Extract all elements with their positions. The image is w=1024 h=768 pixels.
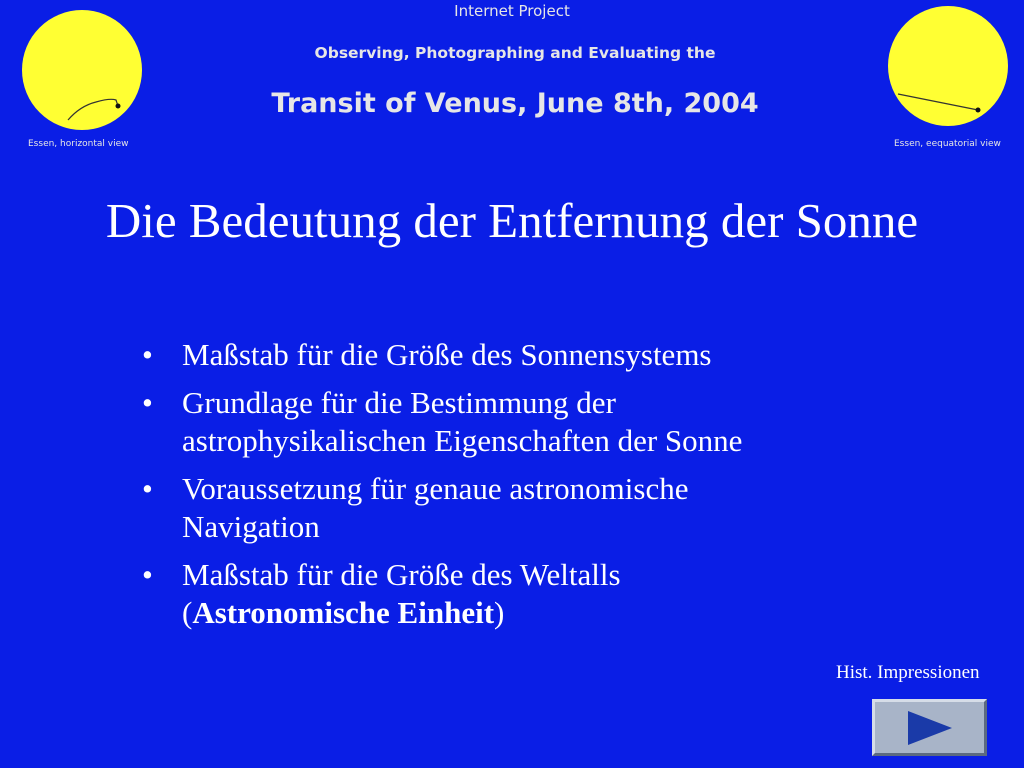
bullet-text: Voraussetzung für genaue astronomische [182, 471, 689, 506]
bullet-text: Maßstab für die Größe des Sonnensystems [182, 337, 712, 372]
bullet-item [140, 556, 920, 632]
sun-equatorial-icon [886, 4, 1010, 128]
bullet-paren-open: ( [182, 595, 193, 630]
sun-horizontal-icon [20, 8, 144, 132]
bullet-text: astrophysikalischen Eigenschaften der Sonne [182, 423, 743, 458]
bullet-item [140, 470, 920, 546]
bullet-dot: • [142, 337, 153, 372]
bullet-item [140, 384, 920, 460]
bullet-text: Navigation [182, 509, 320, 544]
bullet-dot: • [142, 557, 153, 592]
sun-right-caption: Essen, eequatorial view [894, 139, 1001, 149]
next-slide-button[interactable] [872, 699, 987, 756]
bullet-bold-term: Astronomische Einheit [192, 595, 495, 630]
project-main-title: Transit of Venus, June 8th, 2004 [271, 88, 759, 119]
bullet-text: Grundlage für die Bestimmung der [182, 385, 616, 420]
bullet-item [140, 336, 920, 374]
hist-impressionen-link[interactable]: Hist. Impressionen [836, 662, 980, 683]
bullet-paren-close: ) [494, 595, 505, 630]
bullet-dot: • [142, 471, 153, 506]
play-arrow-icon [908, 711, 952, 745]
slide-title: Die Bedeutung der Entfernung der Sonne [105, 193, 919, 248]
bullet-dot: • [142, 385, 153, 420]
project-label: Internet Project [454, 2, 570, 20]
sun-left-caption: Essen, horizontal view [28, 139, 129, 149]
bullet-text: Maßstab für die Größe des Weltalls [182, 557, 621, 592]
bullet-list [140, 336, 920, 642]
project-subtitle: Observing, Photographing and Evaluating the [314, 44, 716, 62]
